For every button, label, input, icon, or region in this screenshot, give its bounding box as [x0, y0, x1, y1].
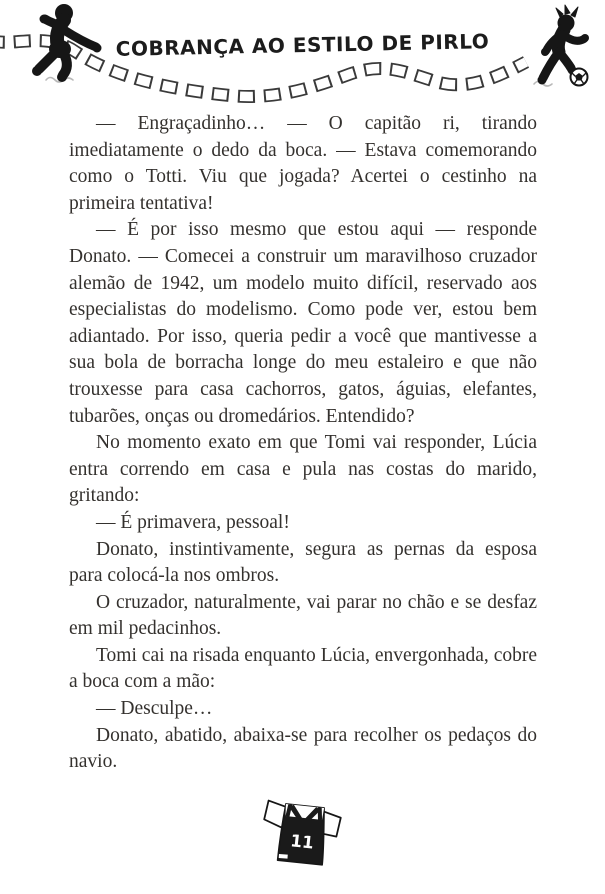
paragraph: — Engraçadinho… — O capitão ri, tirando imediatamente o dedo da boca. — Estava comemorando como o Totti. Viu que jogada? Acertei o cestinho na primeira tentativa! [69, 113, 537, 214]
paragraph: Donato, instintivamente, segura as pernas da esposa para colocá-la nos ombros. [69, 538, 537, 587]
paragraph: — É primavera, pessoal! [96, 511, 290, 533]
paragraph: O cruzador, naturalmente, vai parar no chão e se desfaz em mil pedacinhos. [69, 591, 537, 640]
jersey-icon [262, 800, 342, 866]
paragraph: — É por isso mesmo que estou aqui — responde Donato. — Comecei a construir um maravilhoso cruzador alemão de 1942, um modelo muito difícil, reservado aos especialistas do modelismo. Como pode ver, estou bem adiantado. Por isso, queria pedir a você que mantivesse a sua bola de borracha longe do meu estaleiro e que não trouxesse para casa cachorros, gatos, águias, elefantes, tubarões, onças ou dromedários. Entendido? [69, 219, 537, 427]
jersey-page-badge [262, 786, 342, 880]
paragraph: No momento exato em que Tomi vai responder, Lúcia entra correndo em casa e pula nas costas do marido, gritando: [69, 432, 537, 507]
chapter-title: COBRANÇA AO ESTILO DE PIRLO [115, 29, 490, 61]
soccer-ball-icon [571, 69, 588, 86]
paragraph: Tomi cai na risada enquanto Lúcia, envergonhada, cobre a boca com a mão: [69, 644, 537, 693]
paragraph: — Desculpe… [96, 698, 213, 720]
page-number: 11 [289, 830, 315, 853]
body-text [69, 111, 537, 776]
paragraph: Donato, abatido, abaixa-se para recolher os pedaços do navio. [69, 724, 537, 773]
